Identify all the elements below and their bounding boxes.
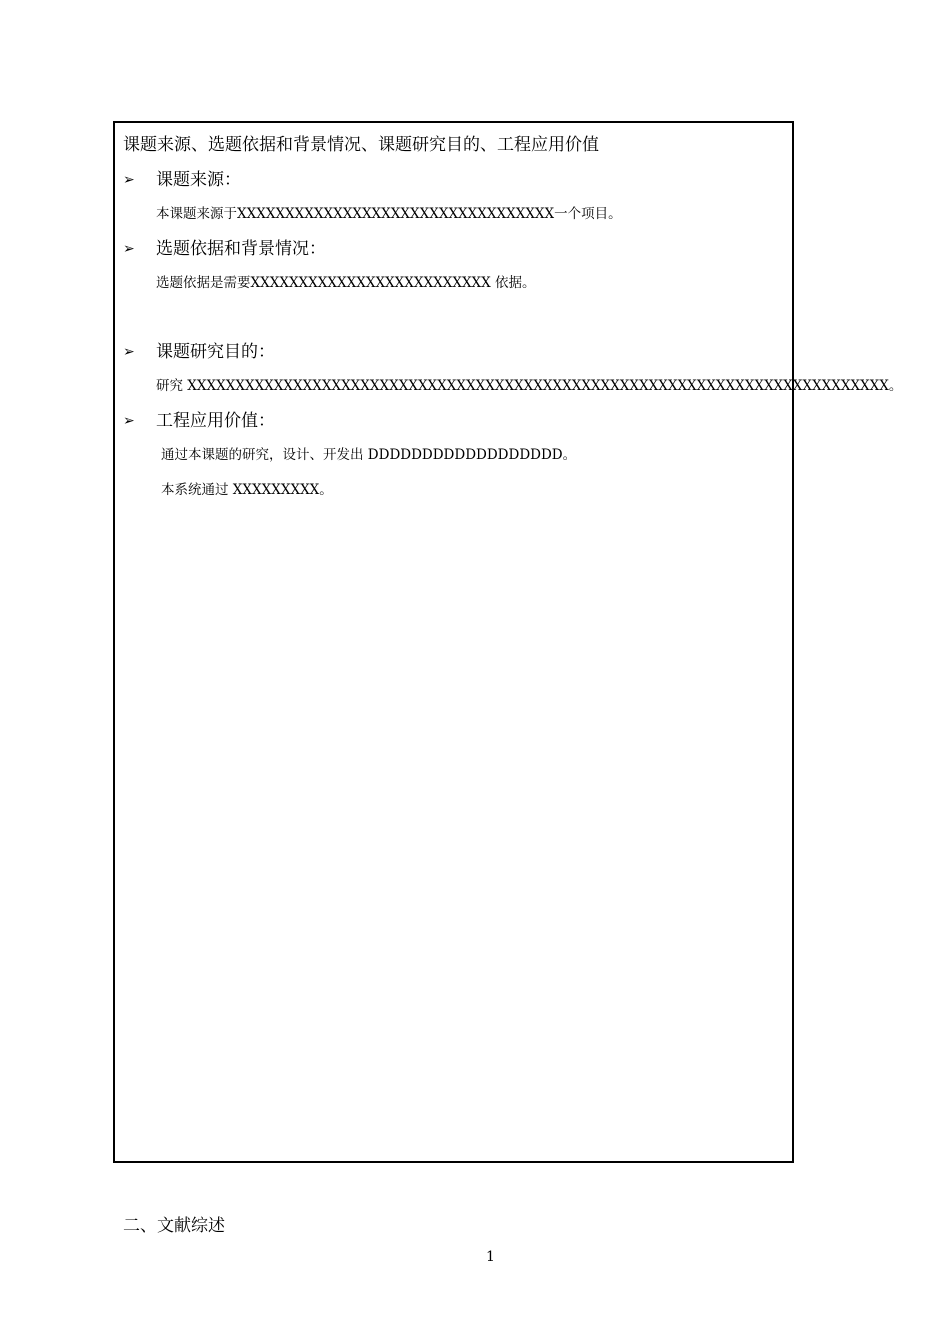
section-value-text-1: 通过本课题的研究，设计、开发出 DDDDDDDDDDDDDDDDDD。 (161, 447, 577, 463)
arrow-bullet-icon: ➢ (123, 344, 135, 360)
section-purpose-header (123, 340, 275, 364)
section-basis-header (123, 237, 326, 261)
section-value-label: 工程应用价值： (156, 411, 275, 431)
section-source-text: 本课题来源于XXXXXXXXXXXXXXXXXXXXXXXXXXXXXXXXX一个项目。 (156, 206, 622, 222)
literature-review-title: 二、文献综述 (123, 1216, 225, 1236)
section-basis-label: 选题依据和背景情况： (156, 239, 326, 259)
section-purpose-label: 课题研究目的： (156, 342, 275, 362)
section-value-text-2: 本系统通过 XXXXXXXXX。 (161, 482, 333, 498)
form-heading: 课题来源、选题依据和背景情况、课题研究目的、工程应用价值 (123, 135, 599, 155)
arrow-bullet-icon: ➢ (123, 241, 135, 257)
section-value-header (123, 409, 275, 433)
arrow-bullet-icon: ➢ (123, 172, 135, 188)
section-basis-text: 选题依据是需要XXXXXXXXXXXXXXXXXXXXXXXXX 依据。 (156, 275, 536, 291)
page-number: 1 (486, 1249, 495, 1265)
arrow-bullet-icon: ➢ (123, 413, 135, 429)
section-purpose-text: 研究 XXXXXXXXXXXXXXXXXXXXXXXXXXXXXXXXXXXXXXXXXXXXXXXXXXXXXXXXXXXXXXXXXXXXXXXXX。 (156, 378, 903, 394)
section-source-label: 课题来源： (156, 170, 241, 190)
section-source-header (123, 168, 241, 192)
